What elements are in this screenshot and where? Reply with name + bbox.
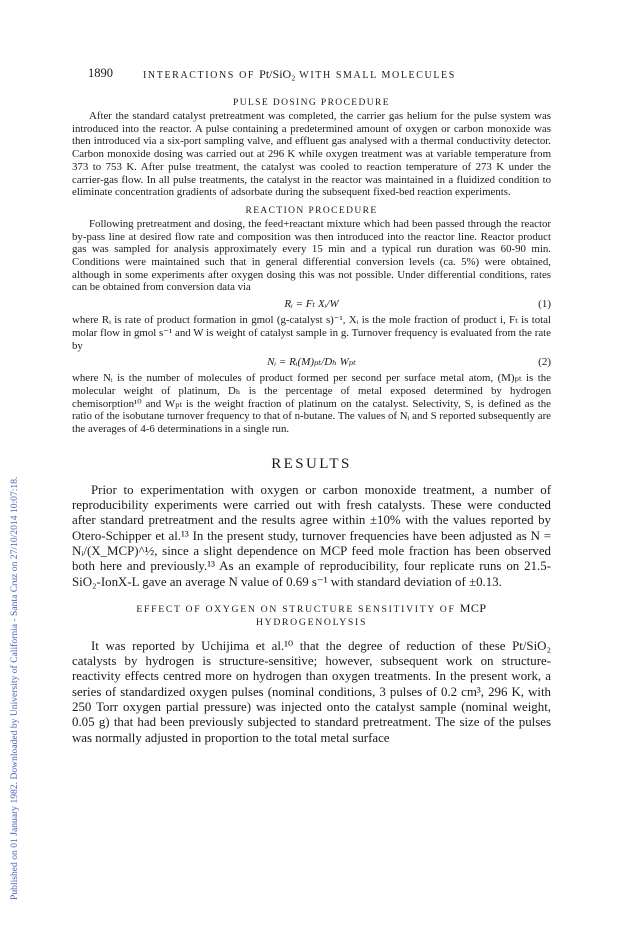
- reaction-procedure-heading: REACTION PROCEDURE: [245, 205, 378, 216]
- results-paragraph: Prior to experimentation with oxygen or carbon monoxide treatment, a number of reproducibility experiments were carried out with fresh catalysts. These were conducted after standard pretreatment and the results agree within ±10% with the values reported by Otero-Schipper et al.¹³ In the present study, turnover frequencies have been adjusted as N = Nᵢ/(X_MCP)^½, since a slight dependence on MCP feed mole fraction has been observed both here and previously.¹³ As an example of reproducibility, four replicate runs on 21.5-SiO₂-IonX-L gave an average N value of 0.69 s⁻¹ with standard deviation of ±0.13.: [72, 482, 551, 589]
- equation-1: [72, 296, 551, 313]
- effect-of-oxygen-paragraph: It was reported by Uchijima et al.¹⁰ that the degree of reduction of these Pt/SiO₂ catalysts by hydrogen is structure-sensitive; however, subsequent work on structure-reactivity effects centred more on hydrogen than oxygen treatments. In the present work, a series of standardized oxygen pulses (nominal conditions, 3 pulses of 0.2 cm³, 296 K, with 250 Torr oxygen partial pressure) was injected onto the catalyst sample (nominal weight, 0.05 g) that had been previously subjected to standard pretreatment. The size of the pulses was normally adjusted in proportion to the total metal surface: [72, 638, 551, 745]
- page-number: 1890: [88, 66, 113, 80]
- equation-2: [72, 354, 551, 371]
- reaction-procedure-paragraph: Following pretreatment and dosing, the feed+reactant mixture which had been passed through the reactor by-pass line at desired flow rate and composition was then introduced into the reactor line. Reactor product gas was sampled for analysis approximately every 15 min and a typical run duration was 60-90 min. Conditions were maintained such that in general differential conversion levels (ca. 5%) were obtained, although in some experiments after oxygen dosing this was not possible. Under differential conditions, rates can be obtained from conversion data via: [72, 217, 551, 294]
- running-title-chem: Pt/SiO₂: [259, 67, 296, 81]
- equation-1-definition: where Rᵢ is rate of product formation in gmol (g-catalyst s)⁻¹, Xᵢ is the mole fraction of product i, Fₜ is total molar flow in gmol s⁻¹ and W is weight of catalyst sample in g. Turnover frequency is evaluated from the rate by: [72, 314, 551, 352]
- page-header: [88, 66, 536, 82]
- download-note-text: Published on 01 January 1982. Downloaded by University of California - Santa Cruz on 27/10/2014 10:07:18.: [9, 476, 20, 900]
- pulse-dosing-heading: PULSE DOSING PROCEDURE: [233, 98, 390, 108]
- equation-1-number: (1): [538, 298, 551, 311]
- equation-2-number: (2): [538, 356, 551, 369]
- equation-2-definition: where Nᵢ is the number of molecules of product formed per second per surface metal atom, (M)ₚₜ is the molecular weight of platinum, Dₕ is the percentage of metal exposed determined by hydrogen chemisorption¹⁰ and Wₚₜ is the weight fraction of platinum on the catalyst. Selectivity, S, is defined as the ratio of the isobutane turnover frequency to that of n-butane. The values of Nᵢ and S reported subsequently are the averages of 4-6 determinations in a single run.: [72, 372, 551, 436]
- article-body: [72, 94, 551, 746]
- results-heading: RESULTS: [271, 455, 352, 472]
- equation-2-formula: Nᵢ = Rᵢ(M)ₚₜ/Dₕ Wₚₜ: [267, 356, 356, 369]
- download-note: [1, 300, 20, 900]
- effect-of-oxygen-heading: EFFECT OF OXYGEN ON STRUCTURE SENSITIVITY OF MCP HYDROGENOLYSIS: [136, 600, 487, 628]
- pulse-dosing-paragraph: After the standard catalyst pretreatment was completed, the carrier gas helium for the pulse system was introduced into the reactor. A pulse containing a predetermined amount of oxygen or carbon monoxide was then introduced via a six-port sampling valve, and effluent gas analysed with a thermal conductivity detector. Carbon monoxide dosing was carried out at 296 K while oxygen treatment was at variable temperature from 373 to 753 K. After pulse treatment, the catalyst was cooled to reaction temperature of 273 K under the carrier-gas flow. In all pulse treatments, the catalyst in the reactor was maintained in a fluidized condition to eliminate concentration gradients of adsorbate during the subsequent fixed-bed reaction experiments.: [72, 110, 551, 199]
- results-section: [72, 456, 551, 746]
- equation-1-formula: Rᵢ = Fₜ Xᵢ/W: [284, 298, 339, 311]
- running-title: INTERACTIONS OF Pt/SiO₂ WITH SMALL MOLECULES: [143, 67, 456, 81]
